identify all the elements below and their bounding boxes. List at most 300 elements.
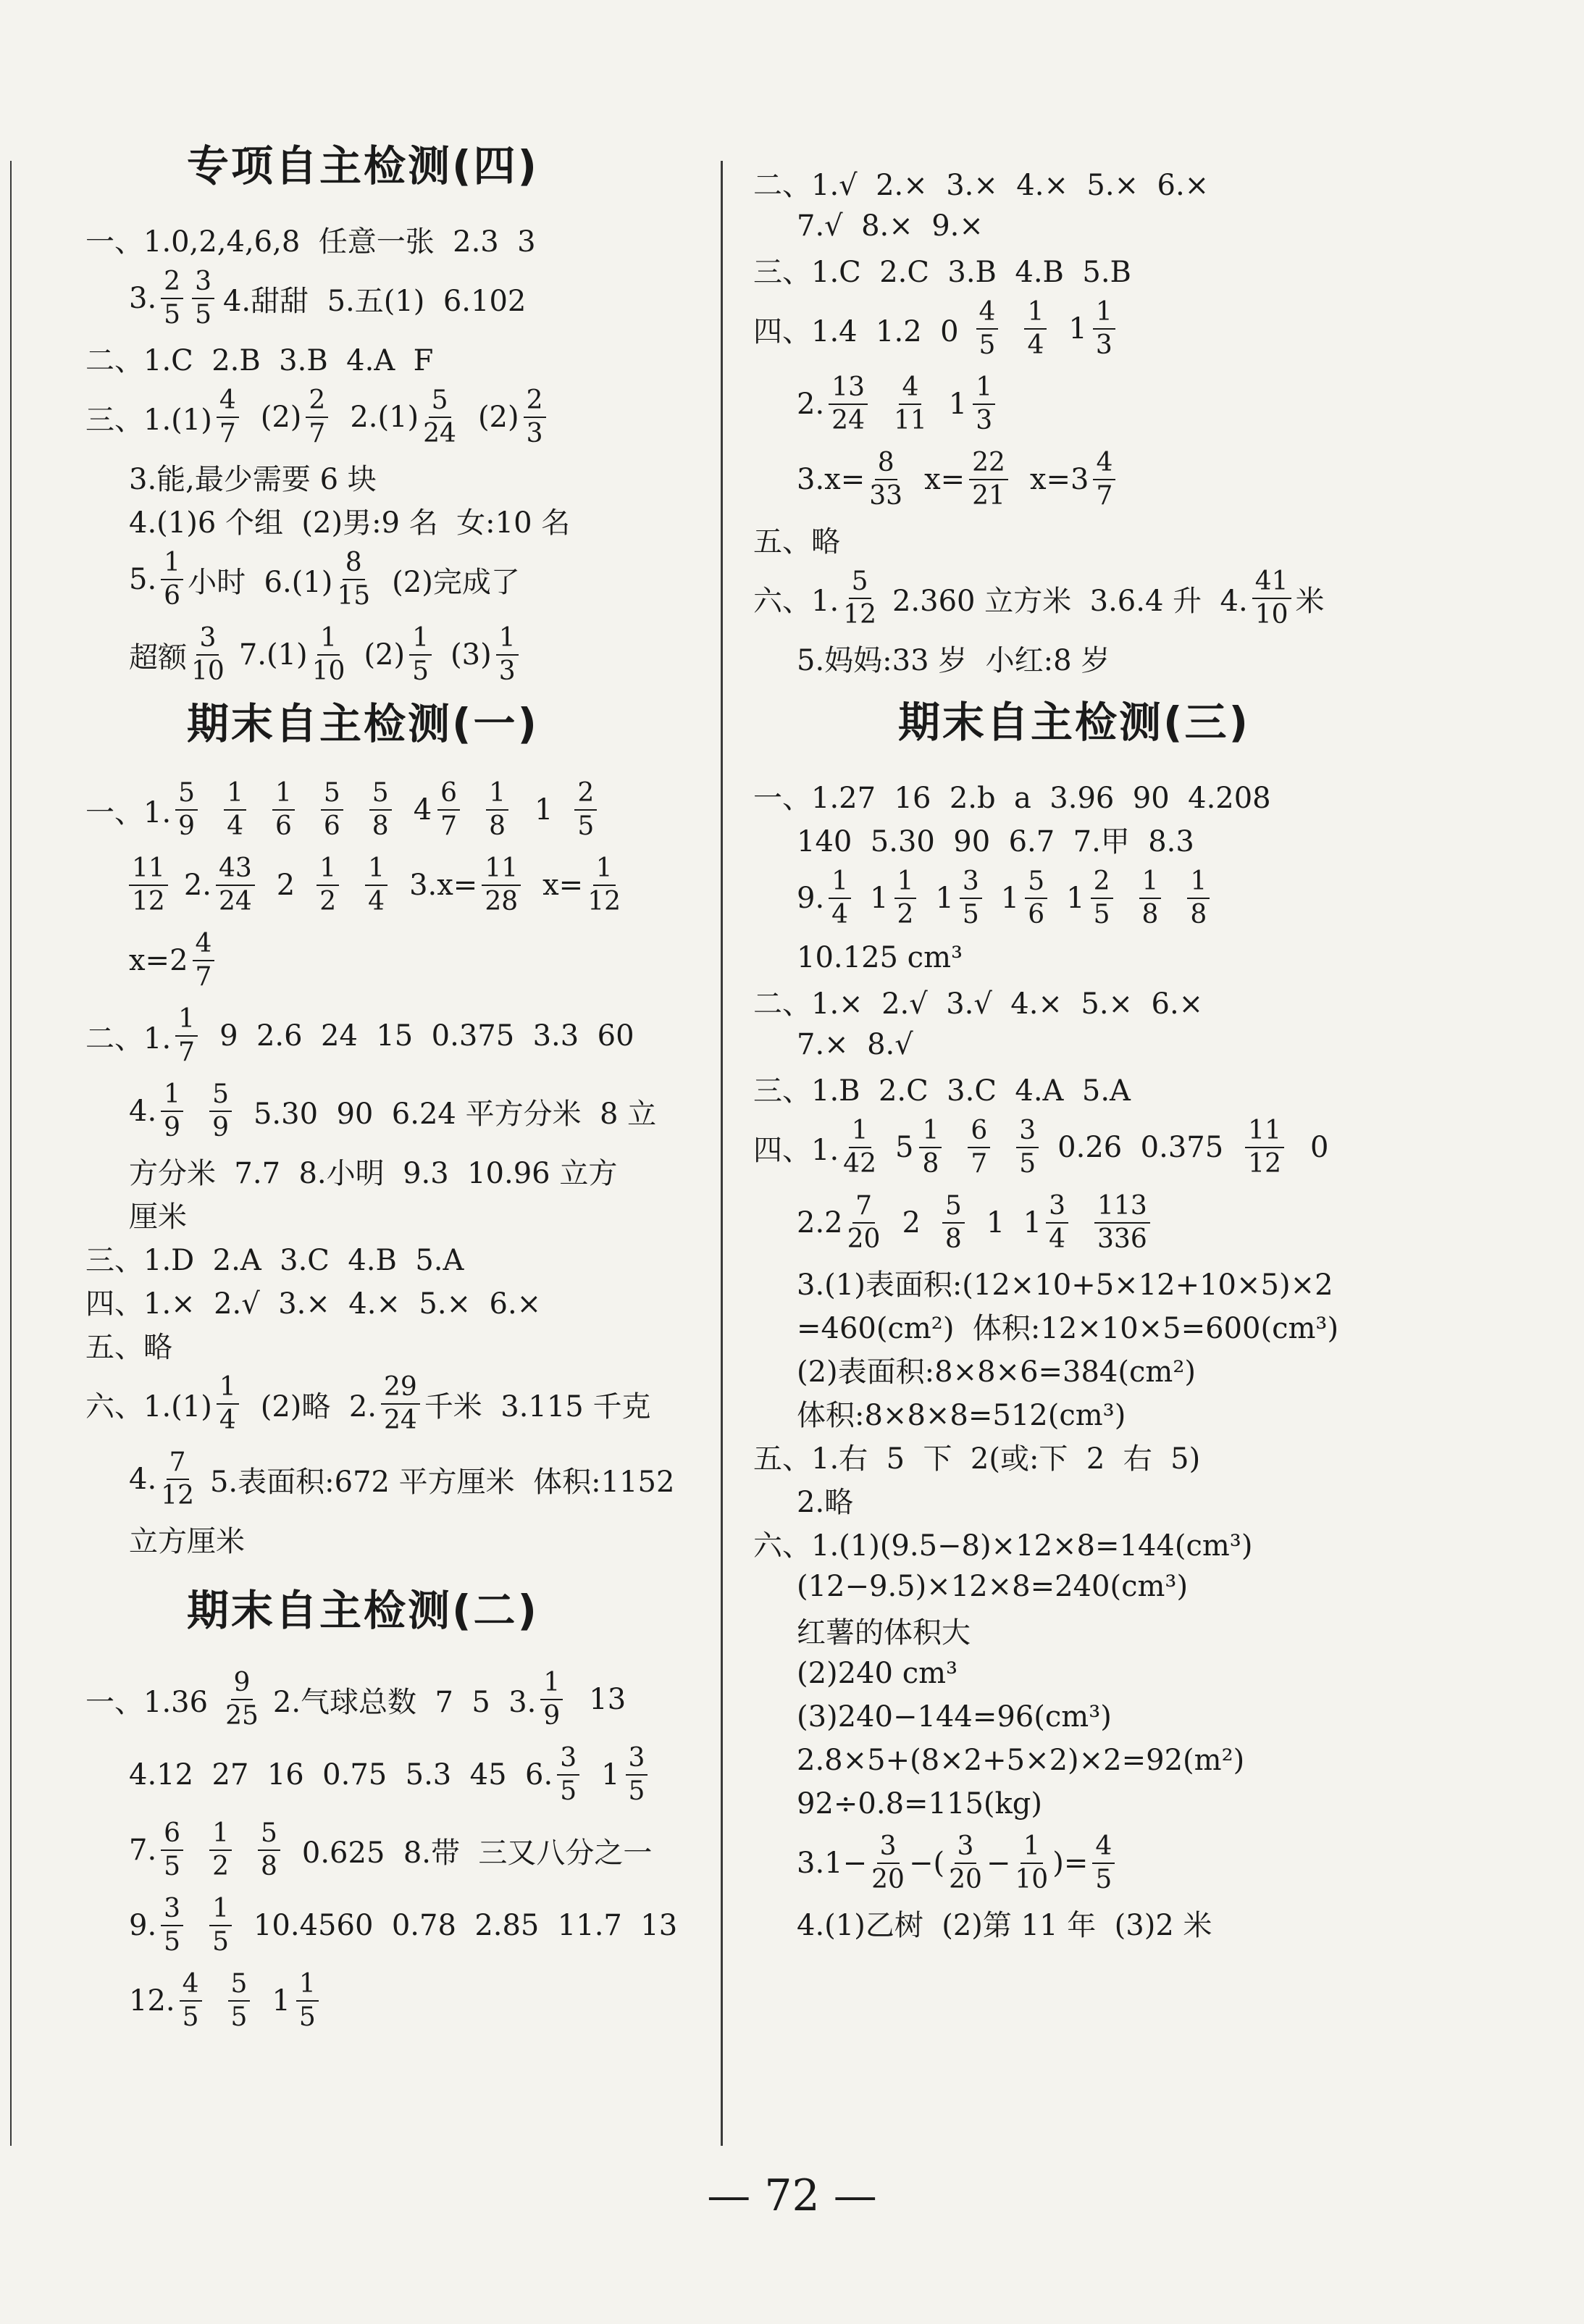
section-title: 期末自主检测(二): [187, 1586, 540, 1635]
fraction: [1092, 1831, 1115, 1894]
denominator: 12: [1248, 1149, 1281, 1179]
denominator: 5: [164, 1852, 181, 1881]
answer-text: (2): [260, 401, 302, 434]
answer-text: (3)240−144=96(cm³): [797, 1700, 1112, 1734]
numerator: 8: [343, 550, 365, 580]
answer-line: [753, 1391, 1521, 1434]
fraction: [272, 780, 295, 840]
denominator: 5: [182, 2002, 199, 2032]
answer-text: 五、1.右 5 下 2(或:下 2 右 5): [753, 1442, 1201, 1476]
answer-text: −(: [908, 1847, 945, 1880]
fraction: [217, 1374, 239, 1434]
numerator: 1: [496, 625, 519, 656]
fraction: [161, 1896, 183, 1955]
numerator: 5: [1025, 869, 1047, 899]
denominator: 7: [309, 419, 326, 448]
answer-text: 1: [870, 882, 889, 915]
denominator: 28: [485, 887, 519, 916]
answer-text: (2)240 cm³: [797, 1657, 958, 1690]
denominator: 6: [323, 811, 340, 841]
denominator: 12: [843, 600, 876, 630]
answer-line: [85, 1323, 708, 1366]
fraction: [161, 1447, 194, 1510]
fraction: [161, 1079, 183, 1142]
numerator: 2: [574, 780, 597, 811]
denominator: 5: [1019, 1149, 1036, 1179]
denominator: 9: [543, 1701, 561, 1731]
numerator: 5: [849, 569, 871, 599]
numerator: 1: [973, 375, 995, 405]
numerator: 6: [968, 1118, 990, 1148]
answer-text: 2: [276, 869, 296, 902]
denominator: 4: [831, 900, 849, 929]
fraction: [175, 1006, 198, 1066]
fraction: [869, 450, 902, 509]
denominator: 10: [1254, 600, 1288, 630]
answer-text: x=: [542, 869, 584, 902]
fraction: [626, 1745, 648, 1805]
answer-text: 9.: [797, 882, 825, 915]
numerator: 1: [409, 625, 432, 656]
fraction: [209, 1896, 232, 1955]
answer-text: 7.: [129, 1834, 157, 1867]
answer-line: [85, 542, 708, 617]
answer-line: [85, 1279, 708, 1323]
fraction: [161, 1818, 183, 1881]
denominator: 11: [893, 406, 927, 435]
numerator: 2: [306, 388, 328, 418]
numerator: 6: [437, 780, 460, 811]
fraction: [973, 372, 995, 435]
answer-line: [85, 1149, 708, 1192]
fraction: [893, 372, 927, 435]
denominator: 5: [628, 1776, 645, 1806]
numerator: 2: [1091, 869, 1113, 899]
answer-line: [85, 1813, 708, 1888]
answer-text: 三、1.(1): [85, 403, 212, 437]
answer-text: 1: [948, 388, 968, 421]
numerator: 1: [209, 1896, 232, 1926]
fraction: [960, 866, 982, 929]
answer-line: [753, 1826, 1521, 1901]
answer-text: 3.x=: [797, 463, 866, 496]
denominator: 9: [164, 1113, 181, 1142]
denominator: 5: [230, 2002, 248, 2032]
denominator: 2: [897, 900, 914, 929]
answer-line: [753, 442, 1521, 517]
numerator: 1: [540, 1670, 563, 1700]
answer-text: 9.: [129, 1909, 157, 1942]
answer-line: [753, 1434, 1521, 1478]
answer-text: 4: [413, 793, 432, 827]
answer-line: [753, 1652, 1521, 1695]
numerator: 113: [1094, 1193, 1150, 1224]
answer-text: 1 1: [986, 1206, 1042, 1240]
answer-text: 红薯的体积大: [797, 1615, 971, 1650]
fraction: [296, 1971, 319, 2031]
fraction: [258, 1818, 280, 1881]
fraction: [306, 385, 328, 448]
fraction: [423, 385, 456, 448]
answer-text: 1: [1066, 882, 1085, 915]
answer-line: [753, 517, 1521, 561]
denominator: 8: [372, 811, 389, 841]
answer-text: 3.能,最少需要 6 块: [129, 462, 377, 496]
answer-text: x=2: [129, 944, 188, 977]
denominator: 5: [164, 1927, 181, 1957]
denominator: 5: [195, 300, 211, 330]
answer-text: 五、略: [753, 524, 840, 559]
answer-text: (2)略 2.: [260, 1389, 377, 1424]
answer-line: [753, 1521, 1521, 1565]
denominator: 8: [944, 1224, 962, 1254]
section-special-4: [85, 141, 708, 693]
answer-line: [85, 1192, 708, 1236]
section-title: 期末自主检测(一): [187, 699, 540, 748]
answer-line: [85, 1963, 708, 2039]
answer-text: 1: [601, 1758, 620, 1792]
denominator: 2: [212, 1852, 229, 1881]
answer-text: 2.略: [797, 1485, 854, 1519]
fraction: [1252, 569, 1291, 628]
answer-text: 五、略: [85, 1330, 172, 1364]
fraction: [1091, 866, 1113, 929]
answer-text: 1: [1000, 882, 1020, 915]
denominator: 6: [1028, 900, 1045, 929]
answer-text: 1: [1068, 312, 1087, 346]
numerator: 5: [228, 1971, 251, 2002]
denominator: 12: [587, 887, 621, 916]
answer-text: 一、1.27 16 2.b a 3.96 90 4.208: [753, 781, 1271, 815]
answer-line: [753, 979, 1521, 1023]
numerator: 5: [175, 780, 198, 811]
fraction: [976, 299, 999, 359]
fraction: [496, 625, 519, 685]
numerator: 4: [217, 388, 239, 418]
numerator: 5: [429, 388, 451, 418]
fraction: [228, 1971, 251, 2031]
fraction: [217, 385, 239, 448]
answer-line: [753, 1739, 1521, 1782]
answer-text: 超额: [129, 640, 187, 674]
fraction: [193, 931, 215, 990]
denominator: 10: [1015, 1865, 1049, 1894]
answer-line: [85, 617, 708, 693]
answer-text: (2)表面积:8×8×6=384(cm²): [797, 1355, 1196, 1389]
section-final-3: [753, 680, 1521, 1944]
answer-line: [85, 217, 708, 261]
fraction: [337, 550, 370, 609]
numerator: 4: [899, 375, 921, 405]
answer-text: 5.30 90 6.24 平方分米 8 立: [253, 1097, 657, 1131]
answer-text: 12.: [129, 1984, 175, 2018]
answer-text: 二、1.√ 2.× 3.× 4.× 5.× 6.×: [753, 168, 1210, 202]
fraction: [587, 853, 621, 916]
numerator: 1: [317, 856, 339, 886]
fraction: [919, 1118, 942, 1177]
numerator: 2: [524, 388, 546, 418]
fraction: [871, 1831, 905, 1894]
answer-line: [753, 561, 1521, 636]
answer-text: x=3: [1029, 463, 1089, 496]
answer-line: [85, 498, 708, 542]
numerator: 5: [369, 780, 392, 811]
answer-text: 4.12 27 16 0.75 5.3 45 6.: [129, 1758, 553, 1792]
answer-line: [753, 248, 1521, 291]
answer-text: 4.: [129, 1095, 157, 1128]
numerator: 3: [960, 869, 982, 899]
left-column: [85, 141, 708, 2039]
numerator: 41: [1252, 569, 1291, 599]
numerator: 1: [224, 780, 246, 811]
answer-text: (3): [451, 638, 492, 672]
fraction: [843, 569, 876, 628]
fraction: [216, 853, 255, 916]
numerator: 5: [942, 1193, 965, 1224]
answer-text: 2.360 立方米 3.6.4 升 4.: [892, 584, 1248, 618]
answer-text: 三、1.B 2.C 3.C 4.A 5.A: [753, 1074, 1131, 1108]
numerator: 2: [161, 269, 183, 299]
numerator: 1: [1024, 299, 1047, 330]
denominator: 8: [922, 1149, 939, 1179]
numerator: 1: [1139, 869, 1162, 899]
fraction: [894, 866, 917, 929]
numerator: 3: [955, 1834, 977, 1864]
denominator: 24: [423, 419, 456, 448]
answer-line: [85, 1074, 708, 1149]
answer-text: 1: [272, 1984, 290, 2018]
fraction: [968, 1118, 990, 1177]
answer-text: 小时 6.(1): [188, 565, 333, 599]
fraction: [524, 385, 546, 448]
numerator: 7: [167, 1450, 189, 1480]
fraction: [942, 1193, 965, 1253]
numerator: 43: [216, 856, 255, 886]
answer-text: 4.: [129, 1463, 157, 1496]
numerator: 1: [486, 780, 508, 811]
answer-line: [753, 1185, 1521, 1261]
denominator: 7: [440, 811, 458, 841]
answer-line: [753, 774, 1521, 817]
answer-text: 4.甜甜 5.五(1) 6.102: [222, 284, 527, 318]
answer-line: [753, 636, 1521, 680]
fraction: [161, 269, 183, 328]
answer-text: 一、1.: [85, 795, 172, 829]
numerator: 8: [875, 450, 897, 480]
answer-text: 4.(1)6 个组 (2)男:9 名 女:10 名: [129, 506, 571, 540]
denominator: 10: [191, 656, 225, 686]
answer-line: [85, 848, 708, 923]
denominator: 3: [976, 406, 993, 435]
answer-line: [753, 861, 1521, 936]
denominator: 4: [219, 1405, 236, 1435]
fraction: [224, 780, 246, 840]
denominator: 4: [1049, 1224, 1066, 1254]
fraction: [317, 853, 339, 916]
fraction: [1245, 1118, 1284, 1177]
answer-line: [85, 380, 708, 455]
denominator: 3: [526, 419, 543, 448]
left-margin-rule: [10, 161, 12, 2146]
answer-text: 5.妈妈:33 岁 小红:8 岁: [797, 643, 1110, 677]
denominator: 24: [218, 887, 252, 916]
denominator: 5: [979, 330, 996, 360]
fraction: [409, 625, 432, 685]
answer-text: 米: [1295, 584, 1325, 618]
numerator: 1: [296, 1971, 319, 2002]
answer-text: 2.: [183, 869, 211, 902]
answer-line: [753, 291, 1521, 367]
denominator: 7: [971, 1149, 988, 1179]
column-divider: [721, 161, 723, 2146]
fraction: [482, 853, 521, 916]
section-final-2: [85, 1560, 708, 2039]
numerator: 5: [321, 780, 343, 811]
answer-text: 三、1.D 2.A 3.C 4.B 5.A: [85, 1243, 464, 1277]
numerator: 4: [976, 299, 999, 330]
answer-text: 二、1.× 2.√ 3.√ 4.× 5.× 6.×: [753, 987, 1204, 1021]
denominator: 20: [949, 1865, 982, 1894]
fraction: [1187, 866, 1210, 929]
numerator: 4: [1093, 450, 1115, 480]
answer-text: 三、1.C 2.C 3.B 4.B 5.B: [753, 255, 1131, 289]
answer-line: [753, 1478, 1521, 1521]
answer-text: 一、1.0,2,4,6,8 任意一张 2.3 3: [85, 225, 536, 259]
denominator: 4: [368, 887, 385, 916]
answer-line: [753, 161, 1521, 204]
numerator: 3: [196, 625, 219, 656]
fraction: [829, 866, 851, 929]
answer-text: 3.(1)表面积:(12×10+5×12+10×5)×2: [797, 1268, 1333, 1302]
numerator: 1: [365, 856, 387, 886]
numerator: 1: [1021, 1834, 1043, 1864]
answer-text: 2.(1): [350, 401, 419, 434]
fraction: [1016, 1118, 1039, 1177]
answer-line: [753, 1023, 1521, 1066]
denominator: 6: [164, 581, 181, 611]
fraction: [829, 372, 868, 435]
denominator: 25: [225, 1701, 259, 1731]
numerator: 1: [1093, 299, 1115, 330]
denominator: 21: [972, 481, 1005, 511]
denominator: 15: [337, 581, 371, 611]
denominator: 5: [212, 1927, 229, 1957]
denominator: 5: [1095, 1865, 1112, 1894]
answer-line: [753, 1261, 1521, 1304]
fraction: [381, 1374, 420, 1434]
numerator: 1: [217, 1374, 239, 1405]
answer-line: [753, 367, 1521, 442]
numerator: 3: [557, 1745, 579, 1776]
answer-text: x=: [924, 463, 965, 496]
denominator: 6: [275, 811, 292, 841]
answer-text: (12−9.5)×12×8=240(cm³): [797, 1570, 1189, 1603]
denominator: 24: [831, 406, 865, 435]
fraction: [1046, 1193, 1068, 1253]
fraction: [321, 780, 343, 840]
numerator: 6: [161, 1821, 183, 1851]
denominator: 4: [1027, 330, 1044, 360]
denominator: 5: [1093, 900, 1110, 929]
answer-line: [753, 817, 1521, 861]
fraction: [369, 780, 392, 840]
answer-line: [753, 1066, 1521, 1110]
numerator: 3: [1046, 1193, 1068, 1224]
fraction: [180, 1971, 202, 2031]
fraction: [1015, 1831, 1049, 1894]
answer-text: 2.: [797, 388, 825, 421]
denominator: 7: [178, 1037, 196, 1067]
answer-line: [753, 1565, 1521, 1608]
answer-text: 2: [902, 1206, 921, 1240]
denominator: 336: [1097, 1224, 1147, 1254]
answer-line: [85, 1888, 708, 1963]
answer-line: [753, 1110, 1521, 1185]
answer-text: 10.125 cm³: [797, 941, 963, 974]
answer-text: 一、1.36: [85, 1685, 209, 1719]
fraction: [209, 1079, 232, 1142]
numerator: 1: [161, 1082, 183, 1112]
fraction: [1024, 299, 1047, 359]
answer-text: 二、1.: [85, 1021, 172, 1056]
answer-text: 0.625 8.带 三又八分之一: [301, 1836, 653, 1870]
fraction: [312, 625, 345, 685]
answer-text: 四、1.4 1.2 0: [753, 314, 959, 348]
answer-text: 5.: [129, 563, 157, 596]
fraction: [209, 1818, 232, 1881]
denominator: 10: [311, 656, 345, 686]
answer-line: [753, 1608, 1521, 1652]
answer-line: [753, 1304, 1521, 1347]
denominator: 9: [212, 1113, 229, 1142]
numerator: 1: [849, 1118, 871, 1148]
answer-text: 1: [534, 793, 553, 827]
answer-line: [85, 1517, 708, 1560]
answer-text: 六、1.(1): [85, 1389, 212, 1424]
answer-text: (2)完成了: [392, 565, 520, 599]
denominator: 5: [577, 811, 595, 841]
answer-text: 0: [1309, 1131, 1329, 1164]
answer-text: 5.表面积:672 平方厘米 体积:1152: [209, 1465, 675, 1499]
numerator: 1: [272, 780, 295, 811]
numerator: 1: [317, 625, 340, 656]
denominator: 8: [260, 1852, 277, 1881]
fraction: [574, 780, 597, 840]
fraction: [557, 1745, 579, 1805]
numerator: 4: [1092, 1834, 1115, 1864]
numerator: 1: [894, 869, 917, 899]
numerator: 3: [161, 1896, 183, 1926]
denominator: 9: [178, 811, 196, 841]
answer-line: [85, 998, 708, 1074]
answer-text: 92÷0.8=115(kg): [797, 1787, 1042, 1821]
denominator: 5: [412, 656, 429, 686]
fraction: [540, 1670, 563, 1729]
numerator: 5: [258, 1821, 280, 1851]
answer-text: 厘米: [129, 1200, 187, 1234]
section-title: 专项自主检测(四): [187, 141, 540, 191]
fraction: [843, 1118, 876, 1177]
denominator: 20: [871, 1865, 905, 1894]
answer-text: 140 5.30 90 6.7 7.甲 8.3: [797, 824, 1194, 858]
fraction: [1025, 866, 1047, 929]
denominator: 8: [1190, 900, 1207, 929]
section-final-1: [85, 693, 708, 1560]
answer-line: [85, 1662, 708, 1737]
answer-text: 二、1.C 2.B 3.B 4.A F: [85, 343, 434, 377]
numerator: 3: [877, 1834, 900, 1864]
denominator: 5: [560, 1776, 577, 1806]
